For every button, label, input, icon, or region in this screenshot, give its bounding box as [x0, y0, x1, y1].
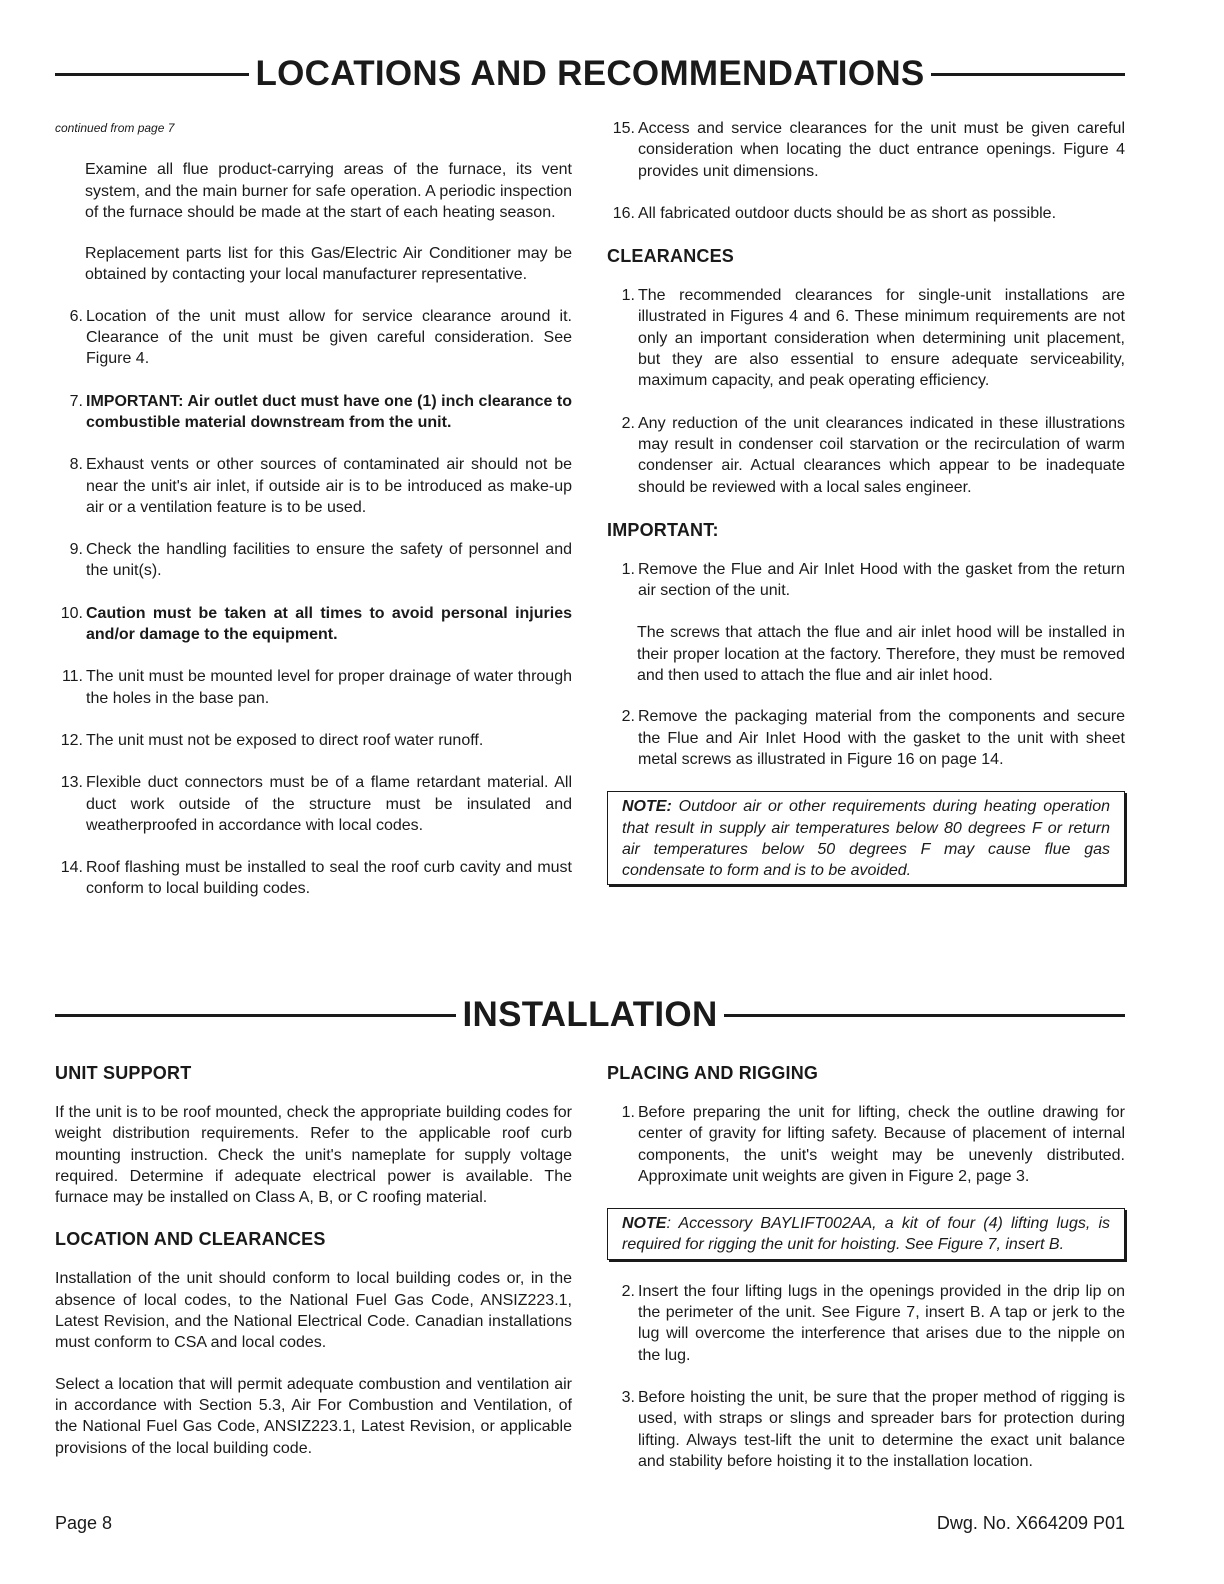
section-header-installation: [55, 995, 1125, 1035]
item-number: 1.: [621, 287, 635, 305]
item-text: Any reduction of the unit clearances indicated in these illustrations may result in condenser coil starvation or the recirculation of warm condenser air. Actual clearances which appear to be inadequate should be reviewed with a local sales engineer.: [638, 414, 1125, 496]
list-item-9: [55, 539, 572, 582]
note-box-lifting-lugs: [607, 1208, 1125, 1260]
clearances-item-1: [607, 285, 1125, 391]
item-number: 3.: [621, 1388, 635, 1406]
item-text: Check the handling facilities to ensure the safety of personnel and the unit(s).: [86, 541, 572, 580]
page-number: Page 8: [55, 1513, 113, 1533]
item-number: 1.: [621, 560, 635, 578]
header-rule-left: [55, 1014, 456, 1017]
item-text: Before preparing the unit for lifting, check the outline drawing for center of gravity for lifting safety. Because of placement of internal components, the unit's weight may be unevenly distributed. Approximate unit weights are given in Figure 2, page 3.: [638, 1104, 1125, 1185]
item-number: 8.: [69, 456, 83, 474]
item-number: 12.: [60, 731, 83, 749]
list-item-10: [55, 603, 572, 646]
item-number: 10.: [60, 604, 83, 622]
item-number: 1.: [621, 1104, 635, 1121]
item-text: Access and service clearances for the unit must be given careful consideration when locating the duct entrance openings. Figure 4 provides unit dimensions.: [638, 120, 1125, 180]
list-item-11: [55, 666, 572, 709]
section-header-locations: [55, 54, 1125, 94]
item-number: 14.: [60, 859, 83, 877]
important-item-1: [607, 559, 1125, 602]
item-number: 2.: [621, 414, 635, 432]
drawing-number: Dwg. No. X664209 P01: [936, 1513, 1125, 1533]
list-item-6: [55, 306, 572, 370]
rigging-item-1: [607, 1102, 1125, 1187]
item-text: IMPORTANT: Air outlet duct must have one (1) inch clearance to combustible material downstream from the unit.: [86, 392, 572, 431]
list-item-16: [607, 203, 1125, 224]
note-label: NOTE: [622, 1215, 667, 1233]
item-text: Exhaust vents or other sources of contaminated air should not be near the unit's air inlet, if outside air is to be introduced as make-up air or a ventilation feature is to be used.: [86, 456, 572, 516]
location-clearances-heading: LOCATION AND CLEARANCES: [55, 1229, 326, 1250]
list-item-7: [55, 391, 572, 434]
rigging-item-3: [607, 1387, 1125, 1472]
header-rule-right: [724, 1014, 1125, 1017]
header-rule-right: [931, 73, 1125, 76]
note-label: NOTE:: [622, 798, 672, 816]
placing-rigging-heading: PLACING AND RIGGING: [607, 1063, 819, 1083]
item-text: Caution must be taken at all times to avoid personal injuries and/or damage to the equipment.: [86, 604, 572, 644]
item-text: Before hoisting the unit, be sure that the proper method of rigging is used, with straps or slings and spreader bars for protection during lifting. Always test-lift the unit to determine the exact unit balance and stability before hoisting it to the installation location.: [638, 1388, 1125, 1470]
item-text: Roof flashing must be installed to seal the roof curb cavity and must conform to local building codes.: [86, 859, 572, 898]
item-text: Flexible duct connectors must be of a flame retardant material. All duct work outside of the structure must be insulated and weatherproofed in accordance with local codes.: [86, 774, 572, 834]
header-rule-left: [55, 73, 249, 76]
item-number: 6.: [69, 307, 83, 325]
paragraph-replacement-parts: Replacement parts list for this Gas/Electric Air Conditioner may be obtained by contacting your local manufacturer representative.: [85, 245, 572, 284]
column-bottom-left: [55, 1062, 572, 1479]
item-text: Location of the unit must allow for service clearance around it. Clearance of the unit must be given careful consideration. See Figure 4.: [86, 307, 572, 368]
item-number: 13.: [60, 774, 83, 792]
column-top-right: [607, 118, 1125, 906]
item-text: Remove the packaging material from the components and secure the Flue and Air Inlet Hood with the gasket to the unit with sheet metal screws as illustrated in Figure 16 on page 14.: [638, 708, 1125, 768]
paragraph-screws: The screws that attach the flue and air inlet hood will be installed in their proper location at the factory. Therefore, they must be removed and then used to attach the flue and air inlet hood.: [637, 624, 1125, 685]
section-title-installation: INSTALLATION: [462, 995, 718, 1034]
column-bottom-right: [607, 1062, 1125, 1493]
continued-note: continued from page 7: [55, 121, 175, 135]
paragraph-flue-inspection: Examine all flue product-carrying areas of the furnace, its vent system, and the main burner for safe operation. A periodic inspection of the furnace should be made at the start of each heating season.: [85, 161, 572, 221]
list-item-14: [55, 857, 572, 900]
paragraph-location-codes: Installation of the unit should conform to local building codes or, in the absence of local codes, to the National Fuel Gas Code, ANSIZ223.1, Latest Revision, and the National Electrical Code. Canadian installations must conform to CSA and local codes.: [55, 1270, 572, 1352]
item-number: 2.: [621, 1282, 635, 1300]
important-heading: IMPORTANT:: [607, 519, 719, 540]
rigging-item-2: [607, 1281, 1125, 1366]
list-item-12: [55, 730, 572, 751]
list-item-15: [607, 118, 1125, 182]
section-title-locations: LOCATIONS AND RECOMMENDATIONS: [255, 54, 925, 93]
item-number: 11.: [61, 668, 83, 686]
note-text: : Accessory BAYLIFT002AA, a kit of four (4) lifting lugs, is required for rigging the unit for hoisting. See Figure 7, insert B.: [622, 1215, 1110, 1254]
column-top-left: [55, 118, 572, 921]
list-item-13: [55, 772, 572, 836]
clearances-item-2: [607, 413, 1125, 498]
item-number: 7.: [69, 392, 83, 410]
item-text: Insert the four lifting lugs in the openings provided in the drip lip on the perimeter of the unit. See Figure 7, insert B. A tap or jerk to the lug will overcome the interference that arises due to the nipple on the lug.: [638, 1282, 1125, 1364]
paragraph-unit-support: If the unit is to be roof mounted, check the appropriate building codes for weight distribution requirements. Refer to the applicable roof curb mounting instruction. Check the unit's nameplate for supply voltage required. Determine if adequate electrical power is available. The furnace may be installed on Class A, B, or C roofing material.: [55, 1104, 572, 1207]
note-box-heating: [607, 791, 1125, 885]
item-number: 9.: [69, 541, 83, 559]
item-number: 2.: [621, 708, 635, 726]
item-text: The unit must be mounted level for proper drainage of water through the holes in the base pan.: [86, 668, 572, 707]
item-text: The recommended clearances for single-unit installations are illustrated in Figures 4 and 6. These minimum requirements are not only an important consideration when determining unit placement, but they are also essential to ensure adequate serviceability, maximum capacity, and peak operating efficiency.: [638, 287, 1125, 390]
clearances-heading: CLEARANCES: [607, 246, 735, 267]
item-number: 15.: [612, 120, 635, 137]
paragraph-location-ventilation: Select a location that will permit adequate combustion and ventilation air in accordance with Section 5.3, Air For Combustion and Ventilation, of the National Fuel Gas Code, ANSIZ223.1, Latest Revision, or applicable provisions of the local building code.: [55, 1375, 572, 1457]
important-item-2: [607, 706, 1125, 770]
item-number: 16.: [612, 204, 635, 222]
note-text: Outdoor air or other requirements during heating operation that result in supply air temperatures below 80 degrees F or return air temperatures below 50 degrees F may cause flue gas condensate to form and is to be avoided.: [622, 798, 1110, 880]
item-text: Remove the Flue and Air Inlet Hood with the gasket from the return air section of the unit.: [638, 560, 1125, 600]
unit-support-heading: UNIT SUPPORT: [55, 1063, 192, 1083]
item-text: All fabricated outdoor ducts should be as short as possible.: [638, 204, 1057, 222]
item-text: The unit must not be exposed to direct roof water runoff.: [86, 731, 484, 749]
list-item-8: [55, 454, 572, 518]
